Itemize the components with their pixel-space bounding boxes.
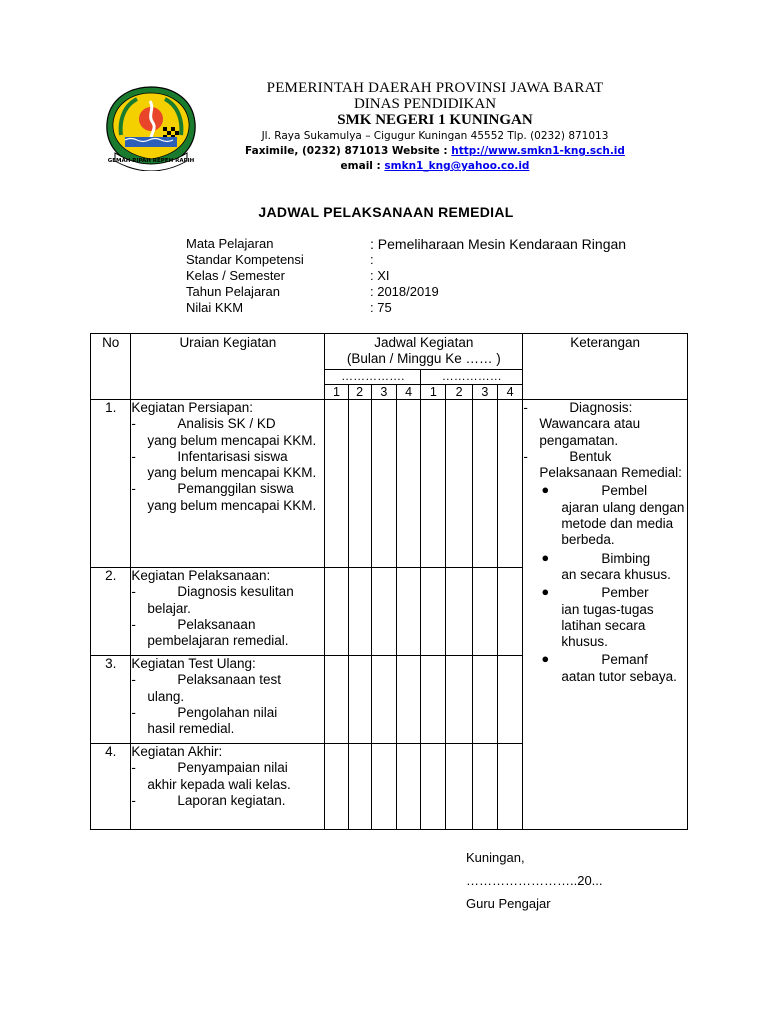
activity-item: - Diagnosis kesulitan belajar. xyxy=(131,584,294,616)
row-number: 2. xyxy=(91,568,131,656)
schedule-cell[interactable] xyxy=(497,744,522,830)
header-no: No xyxy=(91,334,131,400)
info-label: Mata Pelajaran xyxy=(186,236,274,251)
month-2-placeholder: …………… xyxy=(421,370,523,385)
row-number: 4. xyxy=(91,744,131,830)
activity-item: - Laporan kegiatan. xyxy=(131,792,286,808)
schedule-cell[interactable] xyxy=(421,744,446,830)
signature-date: ……………………..20... xyxy=(466,873,603,888)
keterangan-item: - Bentuk Pelaksanaan Remedial: xyxy=(523,448,682,481)
activity-item: - Penyampaian nilai akhir kepada wali kelas. xyxy=(131,760,291,792)
info-value: : 75 xyxy=(370,300,392,315)
info-value: : XI xyxy=(370,268,390,283)
info-label: Kelas / Semester xyxy=(186,268,285,283)
activity-cell xyxy=(131,744,325,830)
provincial-emblem-logo xyxy=(103,85,199,171)
month-1-placeholder: ……………. xyxy=(325,370,421,385)
schedule-cell[interactable] xyxy=(446,656,472,744)
activity-heading: Kegiatan Akhir: xyxy=(131,744,223,759)
info-value: : 2018/2019 xyxy=(370,284,439,299)
schedule-cell[interactable] xyxy=(397,400,421,568)
keterangan-bullet: ● Bimbing an secara khusus. xyxy=(541,549,671,582)
schedule-cell[interactable] xyxy=(421,656,446,744)
schedule-cell[interactable] xyxy=(472,656,497,744)
schedule-cell[interactable] xyxy=(472,744,497,830)
fax-prefix: Faximile, (0232) 871013 Website : xyxy=(245,145,452,157)
keterangan-bullet: ● Pember ian tugas-tugas latihan secara khusus. xyxy=(541,584,654,650)
activity-cell xyxy=(131,568,325,656)
activity-item: - Pelaksanaan test ulang. xyxy=(131,672,281,704)
header-email xyxy=(200,160,670,172)
week-label: 3 xyxy=(472,385,497,400)
header-address: Jl. Raya Sukamulya – Cigugur Kuningan 45552 Tlp. (0232) 871013 xyxy=(261,130,609,142)
schedule-cell[interactable] xyxy=(325,744,348,830)
week-label: 4 xyxy=(397,385,421,400)
schedule-cell[interactable] xyxy=(497,400,522,568)
schedule-cell[interactable] xyxy=(371,400,396,568)
schedule-cell[interactable] xyxy=(325,656,348,744)
schedule-cell[interactable] xyxy=(446,568,472,656)
schedule-cell[interactable] xyxy=(421,568,446,656)
header-keterangan: Keterangan xyxy=(523,334,688,400)
website-link[interactable]: http://www.smkn1-kng.sch.id xyxy=(451,145,625,157)
row-number: 1. xyxy=(91,400,131,568)
activity-item: - Pemanggilan siswa yang belum mencapai KKM. xyxy=(131,481,317,513)
schedule-cell[interactable] xyxy=(348,656,371,744)
info-value: : Pemeliharaan Mesin Kendaraan Ringan xyxy=(370,236,627,252)
activity-item: - Infentarisasi siswa yang belum mencapai KKM. xyxy=(131,448,317,481)
schedule-cell[interactable] xyxy=(397,568,421,656)
document-title: JADWAL PELAKSANAAN REMEDIAL xyxy=(258,204,514,220)
header-uraian: Uraian Kegiatan xyxy=(131,334,325,400)
keterangan-item: - Diagnosis: Wawancara atau pengamatan. xyxy=(523,400,641,448)
keterangan-cell xyxy=(523,400,688,830)
schedule-cell[interactable] xyxy=(446,744,472,830)
week-label: 1 xyxy=(421,385,446,400)
schedule-cell[interactable] xyxy=(472,400,497,568)
schedule-cell[interactable] xyxy=(472,568,497,656)
activity-item: - Pengolahan nilai hasil remedial. xyxy=(131,704,278,737)
schedule-cell[interactable] xyxy=(397,744,421,830)
signature-place: Kuningan, xyxy=(466,850,525,865)
activity-heading: Kegiatan Pelaksanaan: xyxy=(131,568,271,583)
header-government-line: PEMERINTAH DAERAH PROVINSI JAWA BARAT xyxy=(266,80,604,96)
header-jadwal-subtitle: (Bulan / Minggu Ke …… ) xyxy=(346,351,501,366)
schedule-cell[interactable] xyxy=(348,400,371,568)
info-value: : xyxy=(370,252,374,267)
signature-role: Guru Pengajar xyxy=(466,896,551,911)
activity-cell xyxy=(131,400,325,568)
activity-heading: Kegiatan Persiapan: xyxy=(131,400,253,415)
email-prefix: email : xyxy=(340,160,385,172)
header-jadwal-title: Jadwal Kegiatan xyxy=(374,335,474,350)
week-label: 4 xyxy=(497,385,522,400)
schedule-cell[interactable] xyxy=(325,568,348,656)
header-fax-website xyxy=(200,145,670,157)
schedule-cell[interactable] xyxy=(497,568,522,656)
header-jadwal xyxy=(325,334,523,370)
info-label: Standar Kompetensi xyxy=(186,252,304,267)
schedule-cell[interactable] xyxy=(371,744,396,830)
remedial-schedule-table xyxy=(90,333,688,830)
activity-cell xyxy=(131,656,325,744)
keterangan-bullet: ● Pemanf aatan tutor sebaya. xyxy=(541,651,677,684)
svg-text:GEMAH RIPAH REPEH RAPIH: GEMAH RIPAH REPEH RAPIH xyxy=(107,158,195,164)
activity-heading: Kegiatan Test Ulang: xyxy=(131,656,256,671)
email-link[interactable]: smkn1_kng@yahoo.co.id xyxy=(384,160,530,172)
week-label: 2 xyxy=(348,385,371,400)
activity-item: - Analisis SK / KD yang belum mencapai KKM. xyxy=(131,416,317,448)
schedule-cell[interactable] xyxy=(446,400,472,568)
schedule-cell[interactable] xyxy=(348,744,371,830)
header-department-line: DINAS PENDIDIKAN xyxy=(353,96,497,112)
week-label: 2 xyxy=(446,385,472,400)
week-label: 3 xyxy=(371,385,396,400)
schedule-cell[interactable] xyxy=(348,568,371,656)
activity-item: - Pelaksanaan pembelajaran remedial. xyxy=(131,616,289,649)
table-row xyxy=(91,400,688,568)
schedule-cell[interactable] xyxy=(397,656,421,744)
week-label: 1 xyxy=(325,385,348,400)
schedule-cell[interactable] xyxy=(497,656,522,744)
info-label: Tahun Pelajaran xyxy=(186,284,280,299)
header-school-name: SMK NEGERI 1 KUNINGAN xyxy=(337,112,533,128)
row-number: 3. xyxy=(91,656,131,744)
schedule-cell[interactable] xyxy=(421,400,446,568)
keterangan-bullet: ● Pembel ajaran ulang dengan metode dan media berbeda. xyxy=(541,482,685,548)
info-label: Nilai KKM xyxy=(186,300,244,315)
schedule-cell[interactable] xyxy=(371,568,396,656)
schedule-cell[interactable] xyxy=(325,400,348,568)
schedule-cell[interactable] xyxy=(371,656,396,744)
